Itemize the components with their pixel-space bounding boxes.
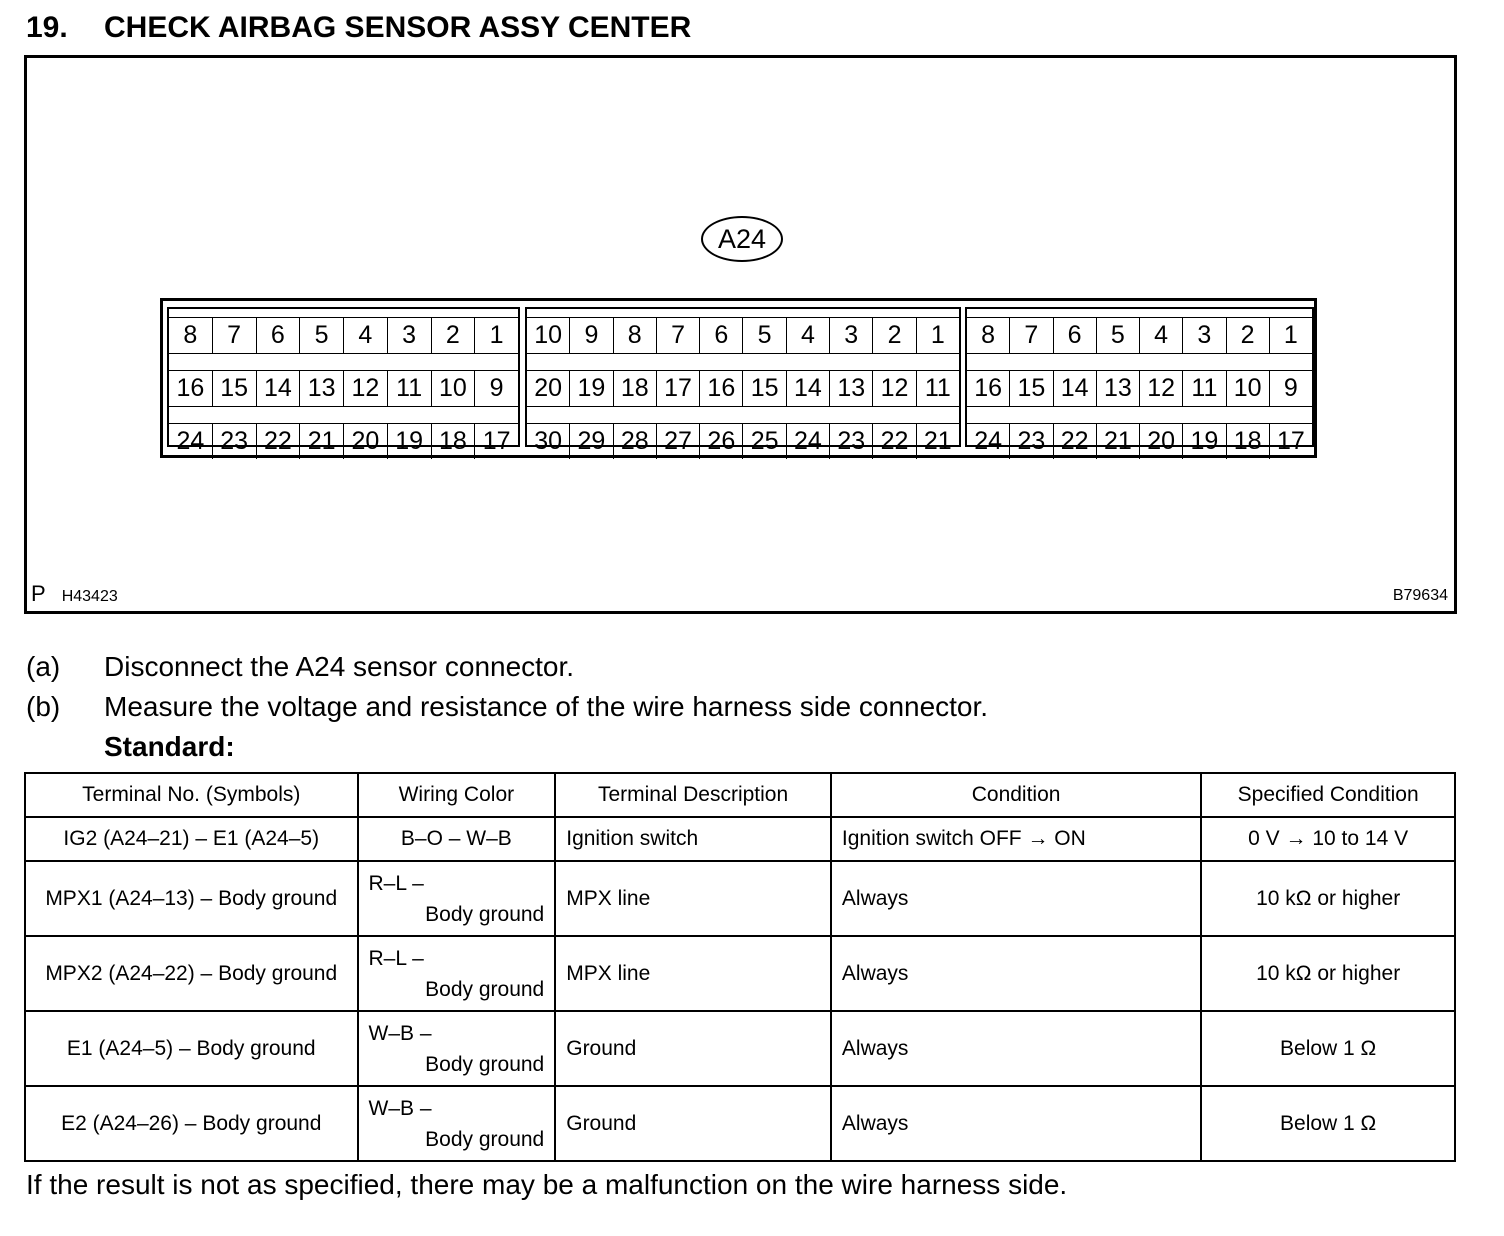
connector-pin: 15: [1009, 370, 1052, 406]
connector-figure: [24, 55, 1457, 614]
cell-wiring-color: B–O – W–B: [358, 817, 556, 861]
step-text: Measure the voltage and resistance of the wire harness side connector.: [104, 691, 989, 722]
connector-pin: 20: [1139, 423, 1182, 459]
step-label: (a): [26, 651, 61, 682]
section-title: CHECK AIRBAG SENSOR ASSY CENTER: [104, 11, 692, 44]
connector-pin: 16: [176, 374, 205, 402]
connector-pin: 11: [1182, 370, 1225, 406]
standard-label: Standard:: [104, 731, 235, 762]
wiring-color-line1: W–B –: [368, 1096, 432, 1120]
connector-pin: 14: [786, 370, 829, 406]
connector-pin: 19: [387, 423, 431, 459]
cell-wiring-color: [358, 1011, 556, 1086]
wiring-color-line2: Body ground: [425, 902, 545, 926]
pin-row: [527, 317, 959, 353]
cell-condition: Always: [831, 936, 1201, 1011]
pin-row: [967, 317, 1312, 353]
table-row: [25, 1011, 1455, 1086]
connector-pin: 22: [872, 423, 915, 459]
wiring-color-line2: Body ground: [425, 1052, 545, 1076]
connector-pin: 21: [916, 423, 959, 459]
connector-pin: 1: [916, 317, 959, 353]
cell-condition: Always: [831, 1011, 1201, 1086]
cell-description: Ground: [555, 1086, 831, 1161]
connector-pin: 3: [1182, 317, 1225, 353]
wiring-color-line1: W–B –: [368, 1021, 432, 1045]
section-number: 19.: [26, 11, 68, 44]
connector-pin: 14: [256, 370, 300, 406]
connector-pin: 5: [299, 317, 343, 353]
connector-pin: 29: [569, 423, 612, 459]
connector-block-left: [167, 307, 520, 455]
connector-pin: 26: [699, 423, 742, 459]
cell-terminal: E1 (A24–5) – Body ground: [25, 1011, 358, 1086]
connector-pin: 3: [829, 317, 872, 353]
step-label: (b): [26, 691, 61, 722]
pin-row: [527, 423, 959, 459]
connector-pin: 2: [1226, 317, 1269, 353]
cell-description: Ignition switch: [555, 817, 831, 861]
wiring-color-line1: R–L –: [368, 946, 424, 970]
connector-pin: 12: [343, 370, 387, 406]
connector-block-middle: [525, 307, 961, 455]
pin-row: [967, 423, 1312, 459]
pin-row: [527, 370, 959, 406]
connector-pin: 10: [431, 370, 475, 406]
connector-pin: 1: [1269, 317, 1312, 353]
table-row: [25, 817, 1455, 861]
connector-pin: 4: [786, 317, 829, 353]
figure-code-right: B79634: [1392, 587, 1448, 604]
connector-pin: 6: [699, 317, 742, 353]
connector-pin: 7: [656, 317, 699, 353]
connector-pin: 28: [613, 423, 656, 459]
connector-pin: 7: [212, 317, 256, 353]
connector-pin: 16: [699, 370, 742, 406]
connector-pin: 7: [1009, 317, 1052, 353]
specification-table: [24, 772, 1456, 1162]
connector-pin: 15: [742, 370, 785, 406]
connector-a24: [160, 298, 1317, 458]
connector-pin: 4: [343, 317, 387, 353]
cell-condition: Always: [831, 1086, 1201, 1161]
connector-pin: 17: [1269, 423, 1312, 459]
connector-pin: 9: [569, 317, 612, 353]
connector-pin: 4: [1139, 317, 1182, 353]
connector-pin: 23: [829, 423, 872, 459]
wiring-color-line2: Body ground: [425, 977, 545, 1001]
connector-pin: 11: [387, 370, 431, 406]
connector-pin: 12: [1139, 370, 1182, 406]
cell-description: MPX line: [555, 936, 831, 1011]
pin-row: [169, 423, 518, 459]
connector-pin: 18: [1226, 423, 1269, 459]
connector-pin: 13: [829, 370, 872, 406]
table-row: [25, 1086, 1455, 1161]
connector-pin: 11: [916, 370, 959, 406]
connector-pin: 22: [1053, 423, 1096, 459]
figure-code-left: [31, 582, 118, 609]
connector-pin: 5: [742, 317, 785, 353]
pin-row: [169, 370, 518, 406]
connector-pin: 5: [1096, 317, 1139, 353]
cell-description: Ground: [555, 1011, 831, 1086]
connector-pin: 14: [1053, 370, 1096, 406]
cell-condition: Ignition switch OFF → ON: [831, 817, 1201, 861]
connector-pin: 15: [212, 370, 256, 406]
connector-pin: 8: [613, 317, 656, 353]
connector-pin: 22: [256, 423, 300, 459]
connector-pin: 10: [534, 321, 563, 349]
connector-pin: 24: [176, 427, 205, 455]
header-wiring-color: Wiring Color: [358, 773, 556, 817]
connector-pin: 18: [613, 370, 656, 406]
connector-pin: 19: [1182, 423, 1225, 459]
connector-pin: 20: [343, 423, 387, 459]
cell-wiring-color: [358, 861, 556, 936]
cell-description: MPX line: [555, 861, 831, 936]
cell-specified: 10 kΩ or higher: [1201, 861, 1455, 936]
connector-label: A24: [701, 216, 783, 262]
connector-pin: 13: [1096, 370, 1139, 406]
connector-pin: 10: [1226, 370, 1269, 406]
cell-specified: Below 1 Ω: [1201, 1011, 1455, 1086]
header-condition: Condition: [831, 773, 1201, 817]
cell-specified: Below 1 Ω: [1201, 1086, 1455, 1161]
connector-pin: 8: [981, 321, 996, 349]
connector-pin: 30: [534, 427, 563, 455]
connector-pin: 21: [1096, 423, 1139, 459]
header-description: Terminal Description: [555, 773, 831, 817]
step-text: Disconnect the A24 sensor connector.: [104, 651, 575, 682]
table-row: [25, 936, 1455, 1011]
connector-pin: 17: [474, 423, 518, 459]
connector-pin: 6: [256, 317, 300, 353]
result-note: If the result is not as specified, there may be a malfunction on the wire harness side.: [26, 1169, 1068, 1200]
connector-pin: 2: [431, 317, 475, 353]
pin-row: [967, 370, 1312, 406]
connector-pin: 18: [431, 423, 475, 459]
connector-pin: 27: [656, 423, 699, 459]
connector-pin: 9: [474, 370, 518, 406]
connector-pin: 23: [1009, 423, 1052, 459]
cell-terminal: IG2 (A24–21) – E1 (A24–5): [25, 817, 358, 861]
cell-wiring-color: [358, 1086, 556, 1161]
table-header-row: [25, 773, 1455, 817]
connector-pin: 21: [299, 423, 343, 459]
wiring-color-line2: Body ground: [425, 1127, 545, 1151]
connector-pin: 8: [183, 321, 198, 349]
header-specified: Specified Condition: [1201, 773, 1455, 817]
cell-terminal: MPX1 (A24–13) – Body ground: [25, 861, 358, 936]
cell-condition: Always: [831, 861, 1201, 936]
figure-code-h: H43423: [61, 588, 118, 605]
connector-pin: 25: [742, 423, 785, 459]
cell-terminal: MPX2 (A24–22) – Body ground: [25, 936, 358, 1011]
cell-wiring-color: [358, 936, 556, 1011]
connector-pin: 19: [569, 370, 612, 406]
connector-pin: 16: [974, 374, 1003, 402]
connector-pin: 9: [1269, 370, 1312, 406]
cell-specified: 0 V → 10 to 14 V: [1201, 817, 1455, 861]
cell-specified: 10 kΩ or higher: [1201, 936, 1455, 1011]
figure-code-prefix: P: [31, 581, 46, 606]
connector-pin: 24: [786, 423, 829, 459]
connector-block-right: [965, 307, 1314, 455]
table-row: [25, 861, 1455, 936]
connector-pin: 3: [387, 317, 431, 353]
wiring-color-line1: R–L –: [368, 871, 424, 895]
connector-pin: 24: [974, 427, 1003, 455]
connector-pin: 1: [474, 317, 518, 353]
connector-pin: 17: [656, 370, 699, 406]
connector-pin: 20: [534, 374, 563, 402]
connector-pin: 23: [212, 423, 256, 459]
connector-pin: 12: [872, 370, 915, 406]
header-terminal: Terminal No. (Symbols): [25, 773, 358, 817]
cell-terminal: E2 (A24–26) – Body ground: [25, 1086, 358, 1161]
connector-pin: 13: [299, 370, 343, 406]
connector-pin: 6: [1053, 317, 1096, 353]
connector-pin: 2: [872, 317, 915, 353]
pin-row: [169, 317, 518, 353]
